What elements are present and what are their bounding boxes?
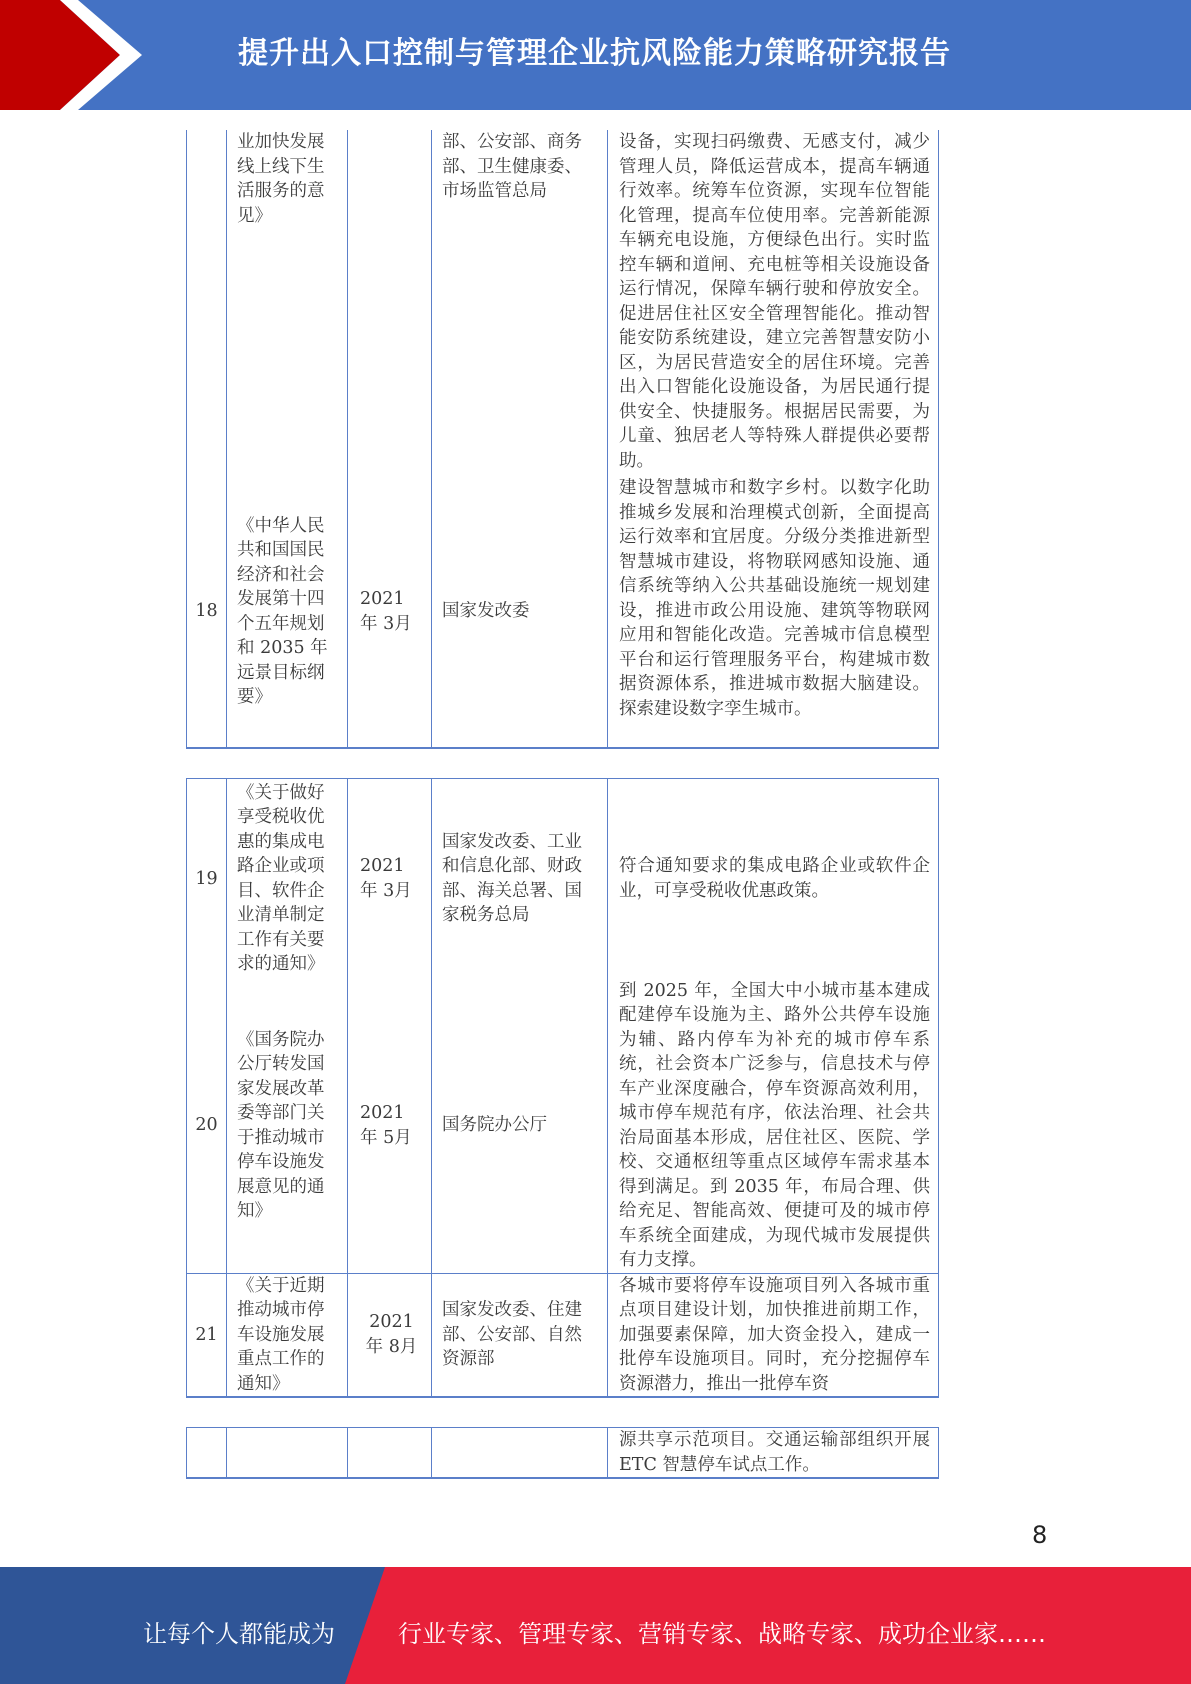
policy-title-cell (227, 476, 348, 748)
issue-date: 2021 年 8月 (365, 1312, 418, 1357)
table-row (187, 779, 939, 979)
row-number (187, 1428, 227, 1479)
row-number: 18 (187, 476, 227, 748)
department: 国家发改委 (442, 601, 530, 622)
page-number: 8 (1032, 1521, 1048, 1549)
report-title: 提升出入口控制与管理企业抗风险能力策略研究报告 (238, 36, 951, 71)
policy-content: 符合通知要求的集成电路企业或软件企业，可享受税收优惠政策。 (619, 856, 930, 901)
row-number: 21 (187, 1273, 227, 1397)
policy-title: 《关于做好享受税收优惠的集成电路企业或项目、软件企业清单制定工作有关要求的通知》 (237, 782, 325, 975)
issue-date: 2021 年 3月 (360, 589, 412, 634)
policy-title-cell (227, 1273, 348, 1397)
policy-title-cell (227, 1428, 348, 1479)
issue-date: 2021 年 5月 (360, 1103, 412, 1148)
policy-title: 《关于近期推动城市停车设施发展重点工作的通知》 (237, 1275, 325, 1394)
department-cell (432, 779, 608, 979)
policy-table-part1 (186, 130, 939, 749)
header-chevron-decoration (0, 0, 150, 110)
issue-date: 2021 年 3月 (360, 856, 412, 901)
department: 国家发改委、工业和信息化部、财政部、海关总署、国家税务总局 (442, 831, 582, 926)
policy-title: 《国务院办公厅转发国家发展改革委等部门关于推动城市停车设施发展意见的通知》 (237, 1029, 325, 1221)
content-cell (608, 779, 939, 979)
table-row (187, 130, 939, 476)
content-cell (608, 979, 939, 1274)
policy-title: 《中华人民共和国国民经济和社会发展第十四个五年规划和 2035 年远景目标纲要》 (237, 515, 328, 707)
policy-content: 各城市要将停车设施项目列入各城市重点项目建设计划，加快推进前期工作，加强要素保障，加大资金投入，建成一批停车设施项目。同时，充分挖掘停车资源潜力，推出一批停车资 (619, 1275, 930, 1394)
policy-title-cell (227, 130, 348, 476)
row-number: 19 (187, 779, 227, 979)
policy-content: 源共享示范项目。交通运输部组织开展 ETC 智慧停车试点工作。 (619, 1430, 930, 1475)
department: 部、公安部、商务部、卫生健康委、市场监管总局 (442, 132, 582, 201)
content-cell (608, 1273, 939, 1397)
table-row (187, 1273, 939, 1397)
policy-title-cell (227, 979, 348, 1274)
policy-content: 到 2025 年，全国大中小城市基本建成配建停车设施为主、路外公共停车设施为辅、路内停车为补充的城市停车系统，社会资本广泛参与，信息技术与停车产业深度融合，停车资源高效利用，城市停车规范有序，依法治理、社会共治局面基本形成，居住社区、医院、学校、交通枢纽等重点区域停车需求基本得到满足。到 2035 年，布局合理、供给充足、智能高效、便捷可及的城市停车系统全面建成，为现代城市发展提供有力支撑。 (619, 980, 930, 1270)
footer-slogan-right: 行业专家、管理专家、营销专家、战略专家、成功企业家…… (398, 1620, 1046, 1648)
table-row (187, 979, 939, 1274)
footer-slogan-left: 让每个人都能成为 (143, 1620, 335, 1648)
department: 国务院办公厅 (442, 1115, 547, 1136)
department-cell (432, 476, 608, 748)
issue-date-cell (348, 476, 432, 748)
department: 国家发改委、住建部、公安部、自然资源部 (442, 1300, 582, 1369)
table-row (187, 1428, 939, 1479)
department-cell (432, 1428, 608, 1479)
policy-content: 设备，实现扫码缴费、无感支付，减少管理人员，降低运营成本，提高车辆通行效率。统筹车位资源，实现车位智能化管理，提高车位使用率。完善新能源车辆充电设施，方便绿色出行。实时监控车辆和道闸、充电桩等相关设施设备运行情况，保障车辆行驶和停放安全。促进居住社区安全管理智能化。推动智能安防系统建设，建立完善智慧安防小区，为居民营造安全的居住环境。完善出入口智能化设施设备，为居民通行提供安全、快捷服务。根据居民需要，为儿童、独居老人等特殊人群提供必要帮助。 (619, 132, 930, 471)
row-number (187, 130, 227, 476)
issue-date-cell (348, 130, 432, 476)
policy-table-part2 (186, 778, 939, 1398)
department-cell (432, 1273, 608, 1397)
policy-title: 业加快发展线上线下生活服务的意见》 (237, 132, 325, 226)
issue-date-cell (348, 779, 432, 979)
department-cell (432, 979, 608, 1274)
table-row (187, 476, 939, 748)
content-cell (608, 1428, 939, 1479)
issue-date-cell (348, 979, 432, 1274)
department-cell (432, 130, 608, 476)
row-number: 20 (187, 979, 227, 1274)
issue-date-cell (348, 1428, 432, 1479)
policy-content: 建设智慧城市和数字乡村。以数字化助推城乡发展和治理模式创新，全面提高运行效率和宜居度。分级分类推进新型智慧城市建设，将物联网感知设施、通信系统等纳入公共基础设施统一规划建设，推进市政公用设施、建筑等物联网应用和智能化改造。完善城市信息模型平台和运行管理服务平台，构建城市数据资源体系，推进城市数据大脑建设。探索建设数字孪生城市。 (619, 478, 930, 719)
policy-table-part3 (186, 1427, 939, 1479)
policy-title-cell (227, 779, 348, 979)
content-cell (608, 476, 939, 748)
content-cell (608, 130, 939, 476)
page-header (0, 0, 1191, 110)
issue-date-cell (348, 1273, 432, 1397)
